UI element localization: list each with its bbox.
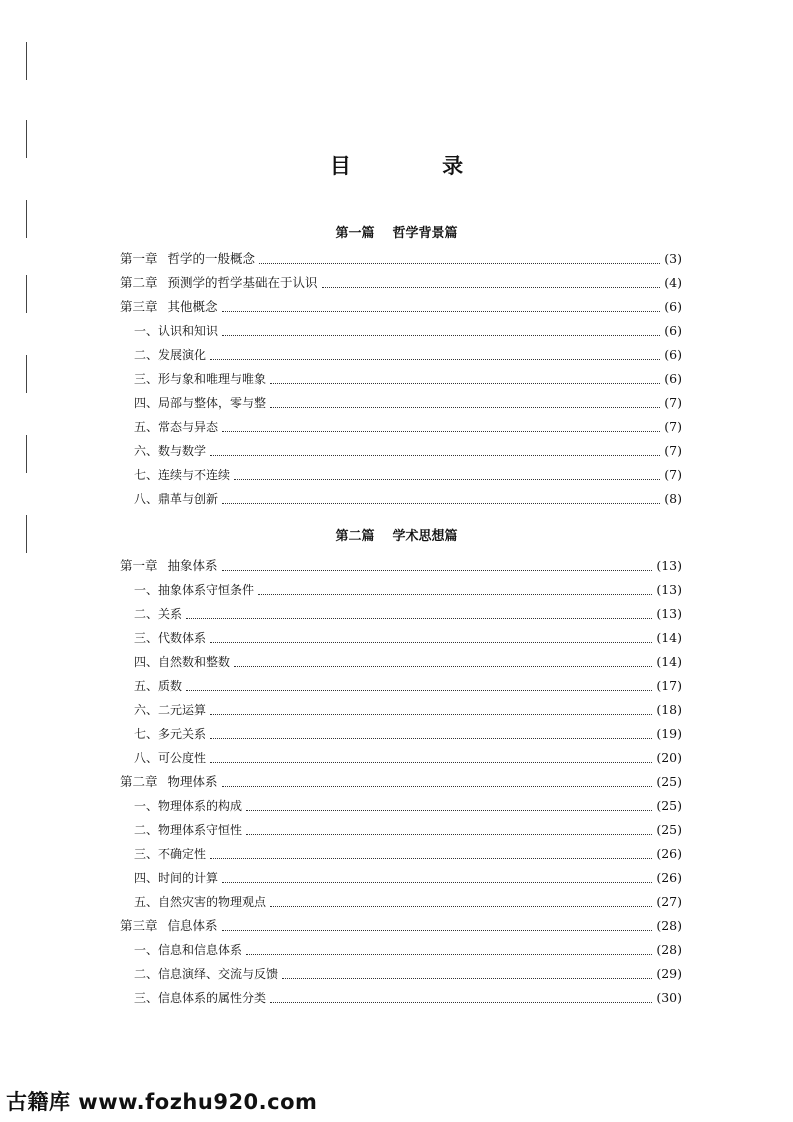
toc-entry[interactable]: 三、不确定性 (26) bbox=[134, 846, 682, 861]
leader-dots bbox=[234, 479, 660, 480]
toc-entry[interactable]: 六、数与数学 (7) bbox=[134, 443, 682, 458]
toc-entry[interactable]: 三、信息体系的属性分类 (30) bbox=[134, 990, 682, 1005]
toc-entry[interactable]: 一、抽象体系守恒条件 (13) bbox=[134, 582, 682, 597]
toc-entry[interactable]: 三、代数体系 (14) bbox=[134, 630, 682, 645]
leader-dots bbox=[234, 666, 652, 667]
leader-dots bbox=[270, 407, 660, 408]
page-number: (7) bbox=[664, 395, 682, 410]
leader-dots bbox=[222, 431, 660, 432]
page-number: (25) bbox=[656, 774, 682, 789]
site-watermark: 古籍库 www.fozhu920.com bbox=[6, 1090, 318, 1114]
leader-dots bbox=[246, 954, 652, 955]
scan-edge-mark bbox=[26, 275, 27, 313]
page-number: (8) bbox=[664, 491, 682, 506]
leader-dots bbox=[222, 570, 653, 571]
toc-entry[interactable]: 五、常态与异态 (7) bbox=[134, 419, 682, 434]
toc-entry[interactable]: 第二章 预测学的哲学基础在于认识 (4) bbox=[120, 275, 682, 290]
toc-entry[interactable]: 八、可公度性 (20) bbox=[134, 750, 682, 765]
part-number: 第二篇 bbox=[335, 529, 375, 544]
page-number: (17) bbox=[656, 678, 682, 693]
leader-dots bbox=[258, 594, 652, 595]
page-number: (27) bbox=[656, 894, 682, 909]
page-number: (29) bbox=[656, 966, 682, 981]
part-title: 哲学背景篇 bbox=[392, 226, 458, 241]
leader-dots bbox=[210, 359, 660, 360]
part-heading bbox=[0, 525, 793, 544]
toc-entry[interactable]: 四、时间的计算 (26) bbox=[134, 870, 682, 885]
page-number: (6) bbox=[664, 347, 682, 362]
leader-dots bbox=[322, 287, 661, 288]
toc-entry[interactable]: 第一章 哲学的一般概念 (3) bbox=[120, 251, 682, 266]
page-number: (13) bbox=[656, 582, 682, 597]
leader-dots bbox=[210, 762, 652, 763]
leader-dots bbox=[270, 383, 660, 384]
toc-entry[interactable]: 二、信息演绎、交流与反馈 (29) bbox=[134, 966, 682, 981]
toc-entry[interactable]: 第一章 抽象体系 (13) bbox=[120, 558, 682, 573]
page-number: (7) bbox=[664, 419, 682, 434]
leader-dots bbox=[210, 455, 660, 456]
page-number: (6) bbox=[664, 299, 682, 314]
page-number: (28) bbox=[656, 942, 682, 957]
leader-dots bbox=[210, 714, 652, 715]
page-number: (3) bbox=[664, 251, 682, 266]
leader-dots bbox=[222, 882, 652, 883]
toc-entry[interactable]: 第三章 其他概念 (6) bbox=[120, 299, 682, 314]
leader-dots bbox=[222, 930, 653, 931]
page-number: (18) bbox=[656, 702, 682, 717]
toc-entry[interactable]: 一、认识和知识 (6) bbox=[134, 323, 682, 338]
page-number: (6) bbox=[664, 323, 682, 338]
page-number: (19) bbox=[656, 726, 682, 741]
toc-entry[interactable]: 七、多元关系 (19) bbox=[134, 726, 682, 741]
page-number: (25) bbox=[656, 822, 682, 837]
leader-dots bbox=[210, 738, 652, 739]
leader-dots bbox=[222, 786, 653, 787]
toc-entry[interactable]: 二、物理体系守恒性 (25) bbox=[134, 822, 682, 837]
leader-dots bbox=[222, 335, 660, 336]
page-title: 目 录 bbox=[329, 154, 506, 178]
toc-entry[interactable]: 四、自然数和整数 (14) bbox=[134, 654, 682, 669]
toc-entry[interactable]: 六、二元运算 (18) bbox=[134, 702, 682, 717]
toc-entry[interactable]: 七、连续与不连续 (7) bbox=[134, 467, 682, 482]
toc-entry[interactable]: 二、发展演化 (6) bbox=[134, 347, 682, 362]
leader-dots bbox=[259, 263, 660, 264]
scan-edge-mark bbox=[26, 42, 27, 80]
part-title: 学术思想篇 bbox=[392, 529, 458, 544]
leader-dots bbox=[246, 810, 652, 811]
leader-dots bbox=[186, 618, 652, 619]
leader-dots bbox=[270, 1002, 652, 1003]
page-number: (14) bbox=[656, 654, 682, 669]
page-number: (20) bbox=[656, 750, 682, 765]
leader-dots bbox=[222, 311, 661, 312]
page-number: (6) bbox=[664, 371, 682, 386]
page-number: (28) bbox=[656, 918, 682, 933]
page-number: (7) bbox=[664, 443, 682, 458]
toc-entry[interactable]: 三、形与象和唯理与唯象 (6) bbox=[134, 371, 682, 386]
page-number: (30) bbox=[656, 990, 682, 1005]
toc-entry[interactable]: 一、信息和信息体系 (28) bbox=[134, 942, 682, 957]
page-number: (25) bbox=[656, 798, 682, 813]
scan-edge-mark bbox=[26, 435, 27, 473]
toc-entry[interactable]: 二、关系 (13) bbox=[134, 606, 682, 621]
part-number: 第一篇 bbox=[335, 226, 375, 241]
part-heading bbox=[0, 222, 793, 241]
page-number: (26) bbox=[656, 846, 682, 861]
page-number: (13) bbox=[656, 606, 682, 621]
toc-entry[interactable]: 一、物理体系的构成 (25) bbox=[134, 798, 682, 813]
toc-entry[interactable]: 五、自然灾害的物理观点 (27) bbox=[134, 894, 682, 909]
scan-edge-mark bbox=[26, 355, 27, 393]
toc-entry[interactable]: 第二章 物理体系 (25) bbox=[120, 774, 682, 789]
toc-entry[interactable]: 八、鼎革与创新 (8) bbox=[134, 491, 682, 506]
page-number: (7) bbox=[664, 467, 682, 482]
leader-dots bbox=[282, 978, 652, 979]
leader-dots bbox=[222, 503, 660, 504]
page-number: (26) bbox=[656, 870, 682, 885]
toc-entry[interactable]: 第三章 信息体系 (28) bbox=[120, 918, 682, 933]
leader-dots bbox=[210, 858, 652, 859]
toc-entry[interactable]: 五、质数 (17) bbox=[134, 678, 682, 693]
page-number: (13) bbox=[656, 558, 682, 573]
leader-dots bbox=[246, 834, 652, 835]
page-number: (4) bbox=[664, 275, 682, 290]
leader-dots bbox=[186, 690, 652, 691]
page-number: (14) bbox=[656, 630, 682, 645]
leader-dots bbox=[270, 906, 652, 907]
leader-dots bbox=[210, 642, 652, 643]
toc-entry[interactable]: 四、局部与整体，零与整 (7) bbox=[134, 395, 682, 410]
